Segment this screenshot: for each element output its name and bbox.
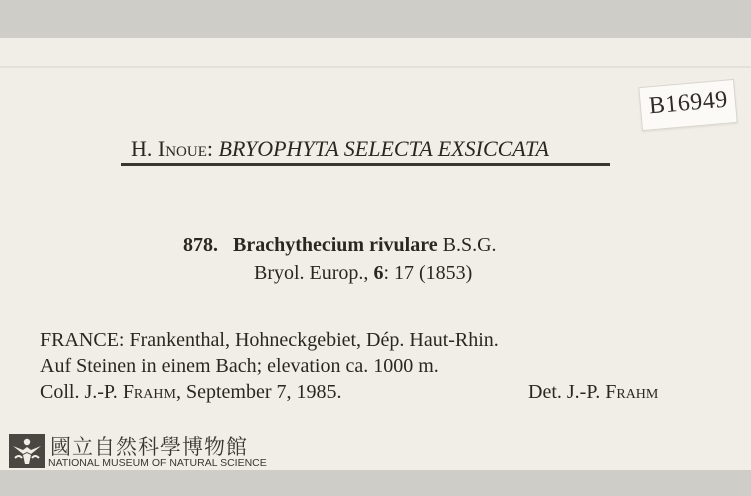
barcode-tag — [638, 79, 737, 131]
determiner-line — [528, 381, 658, 404]
place: : Frankenthal, Hohneckgebiet, Dép. Haut-Rhin. — [118, 329, 499, 351]
taxon-name: Brachythecium rivulare — [233, 234, 438, 256]
habitat: Auf Steinen in einem Bach; elevation ca. 1000 m. — [40, 355, 439, 377]
museum-logo-icon — [9, 434, 45, 468]
header-separator: : — [206, 136, 213, 161]
reference-line — [254, 262, 472, 285]
specimen-name-line — [183, 234, 497, 257]
label-header — [131, 136, 549, 162]
museum-name-english: NATIONAL MUSEUM OF NATURAL SCIENCE — [48, 457, 267, 469]
locality-line — [40, 329, 499, 352]
specimen-number: 878. — [183, 234, 218, 256]
taxon-authority: B.S.G. — [442, 234, 497, 256]
reference-pages: : 17 (1853) — [383, 262, 473, 284]
barcode-number: B16949 — [647, 86, 729, 120]
collector-surname: Frahm — [122, 381, 176, 403]
determiner-prefix: Det. J.-P. — [528, 381, 601, 403]
habitat-line — [40, 355, 439, 378]
collector-line — [40, 381, 341, 404]
determiner-surname: Frahm — [605, 381, 659, 403]
collector-prefix: Coll. J.-P. — [40, 381, 118, 403]
background-top-strip — [0, 0, 751, 38]
series-title: BRYOPHYTA SELECTA EXSICCATA — [218, 136, 549, 161]
collector-name: H. Inoue — [131, 136, 207, 161]
collection-date: , September 7, 1985. — [175, 381, 342, 403]
reference-volume: 6 — [373, 262, 384, 284]
museum-name-chinese: 國立自然科學博物館 — [50, 435, 248, 459]
background-bottom-strip — [0, 470, 751, 496]
header-underline — [121, 163, 610, 166]
label-fold-line — [0, 66, 751, 68]
reference-publication: Bryol. Europ., — [254, 262, 369, 284]
country: FRANCE — [40, 329, 119, 351]
